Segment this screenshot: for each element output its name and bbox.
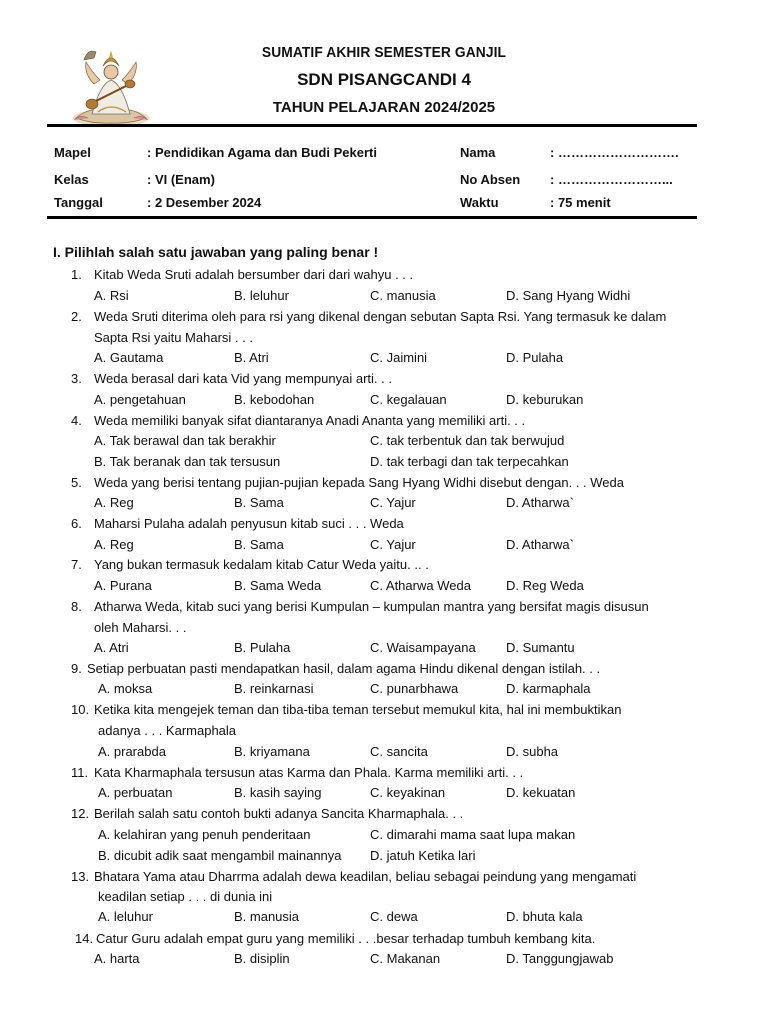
question-number: 8. — [71, 599, 82, 614]
question-number: 7. — [71, 557, 82, 572]
nama-value: : ………………………. — [550, 145, 679, 160]
question-text: Weda yang berisi tentang pujian-pujian kepada Sang Hyang Widhi disebut dengan. . . Weda — [94, 475, 624, 490]
option-a: A. leluhur — [98, 909, 153, 924]
option-c: C. punarbhawa — [370, 681, 459, 696]
header-rule-bottom — [47, 216, 697, 219]
option-d: D. keburukan — [506, 392, 584, 407]
option-a: A. harta — [94, 951, 140, 966]
option-b: B. Tak beranak dan tak tersusun — [94, 454, 281, 469]
option-a: A. Atri — [94, 640, 129, 655]
option-d: D. bhuta kala — [506, 909, 583, 924]
question-text: Atharwa Weda, kitab suci yang berisi Kumpulan – kumpulan mantra yang bersifat magis disusun — [94, 599, 649, 614]
kelas-value: : VI (Enam) — [147, 172, 215, 187]
option-b: B. Sama Weda — [234, 578, 322, 593]
header-rule-top — [47, 124, 697, 127]
question-text-cont: keadilan setiap . . . di dunia ini — [98, 889, 273, 904]
question-number: 5. — [71, 475, 82, 490]
option-b: B. dicubit adik saat mengambil mainannya — [98, 848, 342, 863]
option-b: B. Pulaha — [234, 640, 291, 655]
mapel-label: Mapel — [54, 145, 91, 160]
option-c: C. tak terbentuk dan tak berwujud — [370, 433, 565, 448]
waktu-value: : 75 menit — [550, 195, 611, 210]
option-c: C. Waisampayana — [370, 640, 476, 655]
option-a: A. moksa — [98, 681, 153, 696]
kelas-label: Kelas — [54, 172, 89, 187]
option-c: C. manusia — [370, 288, 436, 303]
waktu-label: Waktu — [460, 195, 499, 210]
option-a: A. Tak berawal dan tak berakhir — [94, 433, 276, 448]
option-a: A. Purana — [94, 578, 152, 593]
absen-label: No Absen — [460, 172, 521, 187]
question-text: Setiap perbuatan pasti mendapatkan hasil, dalam agama Hindu dikenal dengan istilah. . . — [87, 661, 601, 676]
option-a: A. Rsi — [94, 288, 129, 303]
question-number: 12. — [71, 806, 90, 821]
option-a: A. Reg — [94, 495, 134, 510]
option-a: A. kelahiran yang penuh penderitaan — [98, 827, 311, 842]
option-c: C. sancita — [370, 744, 428, 759]
option-c: C. keyakinan — [370, 785, 446, 800]
option-c: C. Yajur — [370, 537, 416, 552]
option-d: D. Sang Hyang Widhi — [506, 288, 631, 303]
option-a: A. perbuatan — [98, 785, 173, 800]
option-b: B. Sama — [234, 537, 284, 552]
option-d: D. Pulaha — [506, 350, 564, 365]
option-c: C. Jaimini — [370, 350, 428, 365]
question-text-cont: Sapta Rsi yaitu Maharsi . . . — [94, 330, 253, 345]
question-text-cont: oleh Maharsi. . . — [94, 620, 187, 635]
option-c: C. Atharwa Weda — [370, 578, 471, 593]
academic-year: TAHUN PELAJARAN 2024/2025 — [272, 99, 496, 116]
section-title: I. Pilihlah salah satu jawaban yang paling benar ! — [53, 244, 379, 260]
option-b: B. leluhur — [234, 288, 289, 303]
option-b: B. Sama — [234, 495, 284, 510]
option-d: D. jatuh Ketika lari — [370, 848, 476, 863]
option-c: C. kegalauan — [370, 392, 447, 407]
exam-title: SUMATIF AKHIR SEMESTER GANJIL — [261, 44, 507, 61]
option-d: D. Tanggungjawab — [506, 951, 614, 966]
question-text-cont: adanya . . . Karmaphala — [98, 723, 237, 738]
question-text: Kitab Weda Sruti adalah bersumber dari dari wahyu . . . — [94, 267, 414, 282]
option-d: D. Atharwa` — [506, 495, 574, 510]
option-a: A. Gautama — [94, 350, 164, 365]
option-b: B. manusia — [234, 909, 300, 924]
question-number: 4. — [71, 413, 82, 428]
tanggal-value: : 2 Desember 2024 — [147, 195, 262, 210]
school-name: SDN PISANGCANDI 4 — [297, 70, 471, 89]
question-number: 14. — [75, 931, 94, 946]
question-text: Berilah salah satu contoh bukti adanya Sancita Kharmaphala. . . — [94, 806, 464, 821]
option-d: D. Reg Weda — [506, 578, 584, 593]
question-number: 1. — [71, 267, 82, 282]
question-text: Catur Guru adalah empat guru yang memiliki . . .besar terhadap tumbuh kembang kita. — [96, 931, 596, 946]
option-d: D. Sumantu — [506, 640, 575, 655]
option-d: D. karmaphala — [506, 681, 591, 696]
absen-value: : ……………………... — [550, 172, 673, 187]
option-b: B. disiplin — [234, 951, 290, 966]
option-a: A. pengetahuan — [94, 392, 186, 407]
question-number: 2. — [71, 309, 82, 324]
option-a: A. prarabda — [98, 744, 166, 759]
question-text: Maharsi Pulaha adalah penyusun kitab suci . . . Weda — [94, 516, 404, 531]
question-text: Ketika kita mengejek teman dan tiba-tiba teman tersebut memukul kita, hal ini membuktikan — [94, 702, 622, 717]
tanggal-label: Tanggal — [54, 195, 103, 210]
option-a: A. Reg — [94, 537, 134, 552]
option-c: C. dimarahi mama saat lupa makan — [370, 827, 576, 842]
nama-label: Nama — [460, 145, 496, 160]
question-number: 3. — [71, 371, 82, 386]
option-b: B. kriyamana — [234, 744, 310, 759]
mapel-value: : Pendidikan Agama dan Budi Pekerti — [147, 145, 377, 160]
option-b: B. kasih saying — [234, 785, 322, 800]
question-number: 9. — [71, 661, 82, 676]
question-text: Weda memiliki banyak sifat diantaranya Anadi Ananta yang memiliki arti. . . — [94, 413, 526, 428]
option-b: B. reinkarnasi — [234, 681, 314, 696]
question-text: Bhatara Yama atau Dharrma adalah dewa keadilan, beliau sebagai peindung yang mengamati — [94, 869, 637, 884]
option-d: D. subha — [506, 744, 559, 759]
question-text: Kata Kharmaphala tersusun atas Karma dan Phala. Karma memiliki arti. . . — [94, 765, 524, 780]
option-c: C. Yajur — [370, 495, 416, 510]
question-text: Yang bukan termasuk kedalam kitab Catur Weda yaitu. .. . — [94, 557, 429, 572]
option-d: D. Atharwa` — [506, 537, 574, 552]
question-number: 11. — [71, 765, 89, 780]
question-number: 6. — [71, 516, 82, 531]
question-text: Weda berasal dari kata Vid yang mempunyai arti. . . — [94, 371, 392, 386]
option-b: B. Atri — [234, 350, 269, 365]
question-number: 13. — [71, 869, 90, 884]
question-number: 10. — [71, 702, 90, 717]
option-c: C. dewa — [370, 909, 418, 924]
question-text: Weda Sruti diterima oleh para rsi yang dikenal dengan sebutan Sapta Rsi. Yang termasuk ke dalam — [94, 309, 667, 324]
option-d: D. tak terbagi dan tak terpecahkan — [370, 454, 569, 469]
option-c: C. Makanan — [370, 951, 441, 966]
option-b: B. kebodohan — [234, 392, 315, 407]
option-d: D. kekuatan — [506, 785, 576, 800]
